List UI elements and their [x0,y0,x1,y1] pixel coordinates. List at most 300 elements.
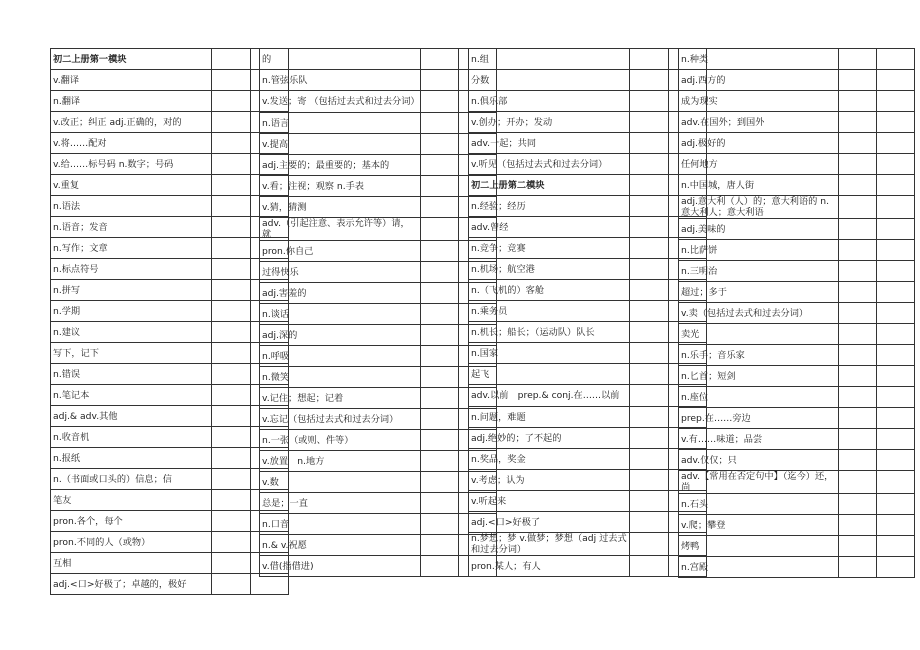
vocab-row [51,238,289,259]
answer-cell [877,196,915,219]
vocab-meaning-cell: n.管弦乐队 [260,70,421,91]
answer-cell [212,511,251,532]
answer-cell [630,91,669,112]
vocab-meaning-cell: 烤鸭 [679,536,839,557]
vocab-row [51,364,289,385]
vocab-meaning-cell: n.语言 [260,113,421,134]
answer-cell [421,346,459,367]
vocab-row [469,154,707,175]
answer-cell [421,472,459,493]
vocab-row [260,283,497,304]
answer-cell [877,70,915,91]
vocab-row [679,408,915,429]
vocab-meaning-cell: v.提高 [260,134,421,155]
vocab-row [51,91,289,112]
answer-cell [421,218,459,241]
vocab-row [679,175,915,196]
vocab-row [679,219,915,240]
answer-cell [421,241,459,262]
vocab-row [679,112,915,133]
vocab-row [260,304,497,325]
vocab-meaning-cell: n.拼写 [51,280,212,301]
answer-cell [421,409,459,430]
section-header-row [469,175,707,196]
vocab-meaning-cell: n.翻译 [51,91,212,112]
vocab-meaning-cell: v.借(指借进) [260,556,421,577]
vocab-row [679,240,915,261]
answer-cell [877,282,915,303]
answer-cell [839,557,877,578]
vocab-row [469,470,707,491]
vocab-meaning-cell: 分数 [469,70,630,91]
answer-cell [421,556,459,577]
vocab-meaning-cell: n.语法 [51,196,212,217]
vocab-row [679,450,915,471]
vocab-row [260,325,497,346]
answer-cell [212,553,251,574]
vocab-meaning-cell: prep.在……旁边 [679,408,839,429]
vocab-meaning-cell: v.将……配对 [51,133,212,154]
answer-cell [877,49,915,70]
vocab-meaning-cell: adv.在国外；到国外 [679,112,839,133]
vocab-row [679,133,915,154]
vocab-meaning-cell: adj.意大利（人）的；意大利语的 n.意大利人；意大利语 [679,196,839,219]
vocab-meaning-cell: n.经验；经历 [469,196,630,217]
vocab-row [469,428,707,449]
answer-cell [839,429,877,450]
vocab-meaning-cell: n.三明治 [679,261,839,282]
vocab-table [678,48,915,578]
answer-cell [630,154,669,175]
answer-cell [212,154,251,175]
answer-cell [630,217,669,238]
answer-cell [421,134,459,155]
answer-cell [839,261,877,282]
vocab-meaning-cell: n.语音；发音 [51,217,212,238]
answer-cell [839,240,877,261]
vocab-meaning-cell: n.（飞机的）客舱 [469,280,630,301]
answer-cell [421,514,459,535]
vocab-row [469,280,707,301]
answer-cell [212,280,251,301]
vocab-row [260,514,497,535]
vocab-row [51,532,289,553]
vocab-row [260,176,497,197]
vocab-meaning-cell: v.翻译 [51,70,212,91]
vocab-table [468,48,707,577]
vocab-column-4 [678,48,915,578]
answer-cell [877,219,915,240]
vocab-meaning-cell: n.俱乐部 [469,91,630,112]
answer-cell [212,196,251,217]
vocab-meaning-cell: adv.曾经 [469,217,630,238]
vocab-meaning-cell: 互相 [51,553,212,574]
answer-cell [421,304,459,325]
answer-cell [630,322,669,343]
vocab-meaning-cell: v.重复 [51,175,212,196]
vocab-meaning-cell: n.标点符号 [51,259,212,280]
answer-cell [877,536,915,557]
vocab-meaning-cell: n.写作；文章 [51,238,212,259]
vocab-row [469,343,707,364]
answer-cell [421,262,459,283]
vocab-row [260,493,497,514]
vocab-meaning-cell: n.比萨饼 [679,240,839,261]
vocab-meaning-cell: n.乐手；音乐家 [679,345,839,366]
vocab-row [679,387,915,408]
vocab-row [51,427,289,448]
vocab-row [469,238,707,259]
vocab-meaning-cell: v.听见（包括过去式和过去分词） [469,154,630,175]
answer-cell [630,385,669,407]
answer-cell [839,450,877,471]
vocab-meaning-cell: n.建议 [51,322,212,343]
vocab-meaning-cell: 过得快乐 [260,262,421,283]
vocab-row [469,196,707,217]
vocab-row [260,49,497,70]
answer-cell [839,324,877,345]
vocab-row [260,535,497,556]
vocab-row [260,556,497,577]
answer-cell [839,366,877,387]
vocab-row [260,113,497,134]
answer-cell [421,49,459,70]
answer-cell [421,70,459,91]
vocab-meaning-cell: n.报纸 [51,448,212,469]
vocab-meaning-cell: pron.你自己 [260,241,421,262]
answer-cell [839,303,877,324]
answer-cell [212,70,251,91]
vocab-meaning-cell: 起飞 [469,364,630,385]
answer-cell [839,49,877,70]
vocab-meaning-cell: v.看；注视；观察 n.手表 [260,176,421,197]
vocab-meaning-cell: n.中国城，唐人街 [679,175,839,196]
vocab-meaning-cell: n.学期 [51,301,212,322]
answer-cell [839,175,877,196]
answer-cell [839,91,877,112]
vocab-row [51,280,289,301]
answer-cell [212,448,251,469]
vocab-row [51,406,289,427]
vocab-row [51,322,289,343]
answer-cell [630,301,669,322]
answer-cell [212,175,251,196]
answer-cell [421,493,459,514]
vocab-table [50,48,289,595]
vocab-meaning-cell: v.有……味道；品尝 [679,429,839,450]
vocab-row [51,511,289,532]
answer-cell [630,70,669,91]
vocab-row [679,70,915,91]
vocab-meaning-cell: n.种类 [679,49,839,70]
vocab-row [51,385,289,406]
vocab-meaning-cell: n.错误 [51,364,212,385]
answer-cell [877,408,915,429]
answer-cell [839,471,877,494]
vocab-meaning-cell: v.改正；纠正 adj.正确的，对的 [51,112,212,133]
vocab-row [679,494,915,515]
answer-cell [421,451,459,472]
vocab-row [679,345,915,366]
vocab-row [260,472,497,493]
vocab-meaning-cell: v.记住；想起；记着 [260,388,421,409]
vocab-meaning-cell: adj.主要的；最重要的；基本的 [260,155,421,176]
answer-cell [839,70,877,91]
answer-cell [630,449,669,470]
vocab-meaning-cell: pron.某人；有人 [469,556,630,577]
vocab-row [51,175,289,196]
answer-cell [212,49,251,70]
vocab-meaning-cell: v.发送；寄 （包括过去式和过去分词） [260,91,421,113]
vocab-meaning-cell: n.奖品，奖金 [469,449,630,470]
answer-cell [877,133,915,154]
vocab-meaning-cell: adj.<口>好极了；卓越的，极好 [51,574,212,595]
vocab-meaning-cell: 总是；一直 [260,493,421,514]
vocab-meaning-cell: 成为现实 [679,91,839,112]
answer-cell [212,406,251,427]
vocab-row [469,407,707,428]
vocab-meaning-cell: n.口音 [260,514,421,535]
vocab-meaning-cell: 写下，记下 [51,343,212,364]
vocab-row [260,262,497,283]
vocab-meaning-cell: n.乘务员 [469,301,630,322]
answer-cell [421,325,459,346]
vocab-row [469,385,707,407]
vocab-row [51,154,289,175]
vocab-row [260,367,497,388]
answer-cell [421,388,459,409]
vocab-row [679,91,915,112]
answer-cell [212,490,251,511]
vocab-meaning-cell: n.微笑 [260,367,421,388]
answer-cell [877,91,915,112]
vocab-row [51,574,289,595]
vocab-meaning-cell: 笔友 [51,490,212,511]
answer-cell [212,238,251,259]
vocab-row [679,154,915,175]
vocab-row [260,451,497,472]
vocab-row [679,429,915,450]
vocab-row [469,491,707,512]
answer-cell [877,450,915,471]
vocab-row [260,91,497,113]
answer-cell [877,303,915,324]
answer-cell [212,385,251,406]
answer-cell [630,470,669,491]
answer-cell [877,345,915,366]
answer-cell [421,155,459,176]
vocab-meaning-cell: n.组 [469,49,630,70]
answer-cell [839,408,877,429]
answer-cell [212,217,251,238]
answer-cell [877,494,915,515]
vocab-meaning-cell: n.笔记本 [51,385,212,406]
answer-cell [421,430,459,451]
vocab-meaning-cell: adj.害羞的 [260,283,421,304]
vocab-row [469,533,707,556]
vocab-row [679,282,915,303]
vocab-row [469,301,707,322]
vocab-meaning-cell: v.给……标号码 n.数字；号码 [51,154,212,175]
answer-cell [877,471,915,494]
vocab-row [679,536,915,557]
vocab-row [260,70,497,91]
answer-cell [212,532,251,553]
vocab-meaning-cell: n.宫殿 [679,557,839,578]
vocab-row [469,133,707,154]
vocab-row [260,430,497,451]
section-title: 初二上册第二模块 [469,175,630,196]
vocab-meaning-cell: n.梦想；梦 v.做梦；梦想（adj 过去式和过去分词） [469,533,630,556]
answer-cell [839,219,877,240]
vocab-meaning-cell: adj.<口>好极了 [469,512,630,533]
vocab-row [679,196,915,219]
answer-cell [212,427,251,448]
vocab-meaning-cell: adj.极好的 [679,133,839,154]
vocab-row [51,343,289,364]
answer-cell [630,556,669,577]
vocab-row [469,70,707,91]
vocab-row [260,409,497,430]
answer-cell [630,343,669,364]
answer-cell [839,387,877,408]
answer-cell [877,387,915,408]
vocab-row [469,449,707,470]
vocab-meaning-cell: 卖光 [679,324,839,345]
vocab-row [469,49,707,70]
answer-cell [877,240,915,261]
answer-cell [212,343,251,364]
answer-cell [877,175,915,196]
answer-cell [839,345,877,366]
answer-cell [421,367,459,388]
vocab-meaning-cell: n.收音机 [51,427,212,448]
vocab-row [469,217,707,238]
vocab-meaning-cell: n.匕首；短剑 [679,366,839,387]
vocab-row [679,49,915,70]
vocab-meaning-cell: n.（书面或口头的）信息；信 [51,469,212,490]
vocab-column-2 [259,48,497,577]
answer-cell [421,197,459,218]
vocab-row [469,259,707,280]
vocab-meaning-cell: n.呼吸 [260,346,421,367]
vocab-row [469,512,707,533]
vocab-meaning-cell: v.放置 n.地方 [260,451,421,472]
answer-cell [212,133,251,154]
answer-cell [839,196,877,219]
vocab-meaning-cell: v.猜，猜测 [260,197,421,218]
vocab-meaning-cell: n.机场；航空港 [469,259,630,280]
vocab-meaning-cell: v.忘记（包括过去式和过去分词） [260,409,421,430]
vocab-meaning-cell: adv.以前 prep.& conj.在……以前 [469,385,630,407]
answer-cell [212,91,251,112]
answer-cell [630,196,669,217]
vocab-column-3 [468,48,707,577]
vocab-row [51,553,289,574]
vocab-row [260,241,497,262]
answer-cell [630,428,669,449]
vocab-row [51,301,289,322]
vocab-row [679,366,915,387]
vocab-row [469,322,707,343]
vocab-meaning-cell: v.数 [260,472,421,493]
vocab-meaning-cell: adj.美味的 [679,219,839,240]
vocab-row [51,70,289,91]
answer-cell [630,133,669,154]
answer-cell [877,324,915,345]
answer-cell [630,533,669,556]
answer-cell [877,429,915,450]
vocab-meaning-cell: 的 [260,49,421,70]
answer-cell [630,259,669,280]
vocab-row [679,324,915,345]
answer-cell [212,469,251,490]
vocab-meaning-cell: adv.【常用在否定句中】（迄今）还，尚 [679,471,839,494]
answer-cell [630,175,669,196]
vocab-meaning-cell: n.机长；船长；（运动队）队长 [469,322,630,343]
answer-cell [839,133,877,154]
vocab-meaning-cell: n.石头 [679,494,839,515]
vocab-row [51,448,289,469]
answer-cell [877,261,915,282]
vocab-meaning-cell: n.& v.祝愿 [260,535,421,556]
vocab-meaning-cell: 超过；多于 [679,282,839,303]
section-header-row [51,49,289,70]
vocab-meaning-cell: v.考虑；认为 [469,470,630,491]
answer-cell [839,494,877,515]
vocab-meaning-cell: v.卖（包括过去式和过去分词） [679,303,839,324]
answer-cell [877,515,915,536]
vocab-meaning-cell: pron.不同的人（或物） [51,532,212,553]
vocab-column-1 [50,48,289,595]
answer-cell [421,91,459,113]
vocab-row [260,155,497,176]
vocab-meaning-cell: v.爬；攀登 [679,515,839,536]
vocab-meaning-cell: n.问题，难题 [469,407,630,428]
vocab-row [260,346,497,367]
answer-cell [877,366,915,387]
answer-cell [212,364,251,385]
vocab-meaning-cell: adj.西方的 [679,70,839,91]
vocab-row [679,471,915,494]
vocab-row [51,217,289,238]
answer-cell [212,259,251,280]
vocab-meaning-cell: n.谈话 [260,304,421,325]
vocab-row [260,134,497,155]
vocab-row [51,259,289,280]
answer-cell [212,112,251,133]
vocab-row [51,133,289,154]
answer-cell [630,49,669,70]
vocab-meaning-cell: adv.一起；共同 [469,133,630,154]
answer-cell [839,112,877,133]
vocab-meaning-cell: adj.深的 [260,325,421,346]
vocab-meaning-cell: 任何地方 [679,154,839,175]
vocab-row [51,196,289,217]
answer-cell [877,112,915,133]
vocab-row [51,469,289,490]
answer-cell [630,364,669,385]
vocab-row [51,490,289,511]
answer-cell [839,536,877,557]
vocab-meaning-cell: n.竞争；竞赛 [469,238,630,259]
vocab-row [260,388,497,409]
vocab-meaning-cell: adj.& adv.其他 [51,406,212,427]
vocab-meaning-cell: adv.仅仅；只 [679,450,839,471]
answer-cell [421,113,459,134]
answer-cell [421,535,459,556]
answer-cell [630,407,669,428]
